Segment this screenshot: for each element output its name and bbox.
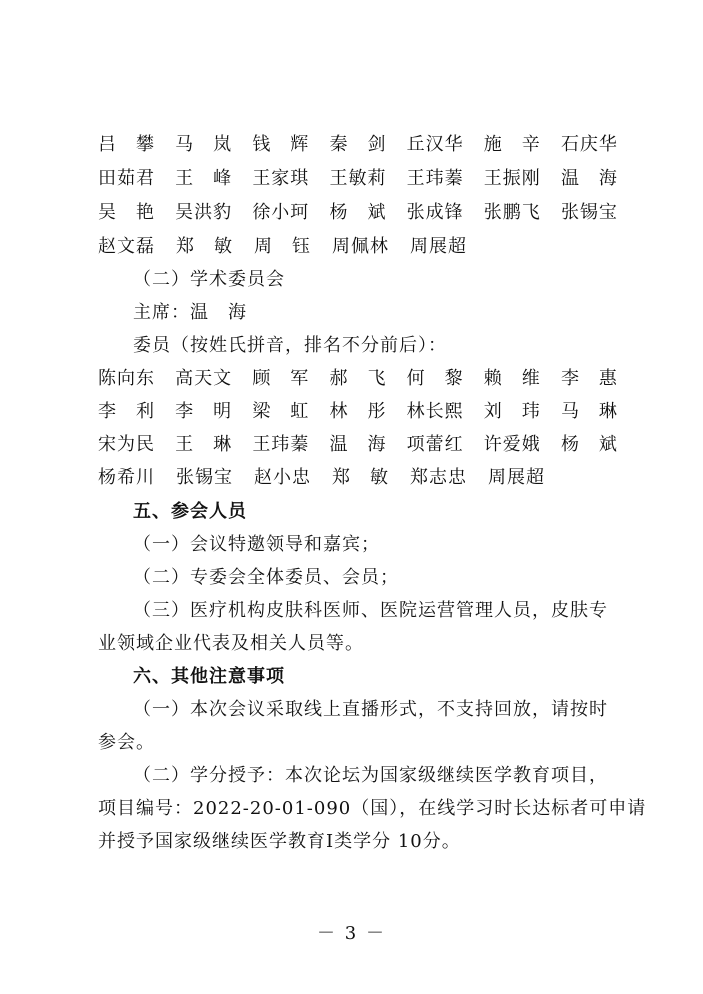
section-5-heading: 五、参会人员 <box>133 501 247 522</box>
member-name: 王振刚 <box>483 168 541 189</box>
academic-members-label: 委员（按姓氏拼音，排名不分前后）： <box>133 335 447 356</box>
member-name: 周展超 <box>488 467 545 488</box>
member-name: 赖 维 <box>483 368 541 389</box>
member-name: 宋为民 <box>98 434 155 455</box>
member-name: 张锡宝 <box>560 202 618 223</box>
member-name: 秦 剑 <box>329 134 387 155</box>
committee-row-2 <box>98 167 618 191</box>
member-name: 周展超 <box>410 236 467 257</box>
member-name: 王 琳 <box>175 434 233 455</box>
page-number: － 3 － <box>317 923 386 944</box>
member-name: 李 明 <box>175 401 233 422</box>
member-name: 项蕾红 <box>406 434 464 455</box>
member-name: 吴 艳 <box>98 202 155 223</box>
section-6-item-1-line-2: 参会。 <box>98 732 155 753</box>
member-name: 杨希川 <box>98 467 155 488</box>
member-name: 马 琳 <box>560 401 618 422</box>
member-name: 吴洪豹 <box>175 202 233 223</box>
section-5-item-2: （二）专委会全体委员、会员； <box>133 567 399 588</box>
member-name: 高天文 <box>175 368 233 389</box>
member-name: 郝 飞 <box>329 368 387 389</box>
member-name: 林 彤 <box>329 401 387 422</box>
member-name: 顾 军 <box>252 368 310 389</box>
member-name: 郑 敏 <box>332 467 389 488</box>
member-name: 施 辛 <box>483 134 541 155</box>
member-name: 杨 斌 <box>329 202 387 223</box>
committee-row-3 <box>98 201 618 225</box>
member-name: 杨 斌 <box>560 434 618 455</box>
member-name: 田茹君 <box>98 168 155 189</box>
member-name: 李 惠 <box>560 368 618 389</box>
member-name: 李 利 <box>98 401 155 422</box>
member-name: 王玮蓁 <box>406 168 464 189</box>
section-5-item-3-line-2: 业领域企业代表及相关人员等。 <box>98 633 364 654</box>
member-name: 郑志忠 <box>410 467 467 488</box>
member-name: 丘汉华 <box>406 134 464 155</box>
member-name: 王玮蓁 <box>252 434 310 455</box>
section-6-heading: 六、其他注意事项 <box>133 666 285 687</box>
member-name: 张锡宝 <box>176 467 233 488</box>
academic-committee-chair: 主席：温 海 <box>133 302 247 323</box>
section-6-item-2-line-3: 并授予国家级继续医学教育Ⅰ类学分 10分。 <box>98 831 461 852</box>
member-name: 许爱娥 <box>483 434 541 455</box>
academic-committee-title: （二）学术委员会 <box>133 269 285 290</box>
member-name: 温 海 <box>560 168 618 189</box>
member-name: 马 岚 <box>175 134 233 155</box>
section-6-item-1-line-1: （一）本次会议采取线上直播形式，不支持回放，请按时 <box>133 699 608 720</box>
member-name: 梁 虹 <box>252 401 310 422</box>
member-name: 王家琪 <box>252 168 310 189</box>
section-5-item-3-line-1: （三）医疗机构皮肤科医师、医院运营管理人员，皮肤专 <box>133 600 608 621</box>
member-name: 温 海 <box>329 434 387 455</box>
member-name: 陈向东 <box>98 368 155 389</box>
member-name: 刘 玮 <box>483 401 541 422</box>
committee-row-4 <box>98 235 618 259</box>
member-name: 吕 攀 <box>98 134 155 155</box>
academic-row-4 <box>98 466 618 490</box>
member-name: 周佩林 <box>332 236 389 257</box>
member-name: 周 钰 <box>254 236 311 257</box>
academic-row-1 <box>98 367 618 391</box>
academic-row-3 <box>98 433 618 457</box>
member-name: 石庆华 <box>560 134 618 155</box>
member-name: 张鹏飞 <box>483 202 541 223</box>
committee-row-1 <box>98 133 618 157</box>
member-name: 王 峰 <box>175 168 233 189</box>
member-name: 钱 辉 <box>252 134 310 155</box>
member-name: 赵小忠 <box>254 467 311 488</box>
section-6-item-2-line-1: （二）学分授予：本次论坛为国家级继续医学教育项目， <box>133 765 608 786</box>
member-name: 林长熙 <box>406 401 464 422</box>
section-5-item-1: （一）会议特邀领导和嘉宾； <box>133 534 380 555</box>
section-6-item-2-line-2: 项目编号：2022-20-01-090（国），在线学习时长达标者可申请 <box>98 798 647 819</box>
member-name: 赵文磊 <box>98 236 155 257</box>
member-name: 何 黎 <box>406 368 464 389</box>
academic-row-2 <box>98 400 618 424</box>
member-name: 徐小珂 <box>252 202 310 223</box>
member-name: 郑 敏 <box>176 236 233 257</box>
member-name: 张成锋 <box>406 202 464 223</box>
member-name: 王敏莉 <box>329 168 387 189</box>
